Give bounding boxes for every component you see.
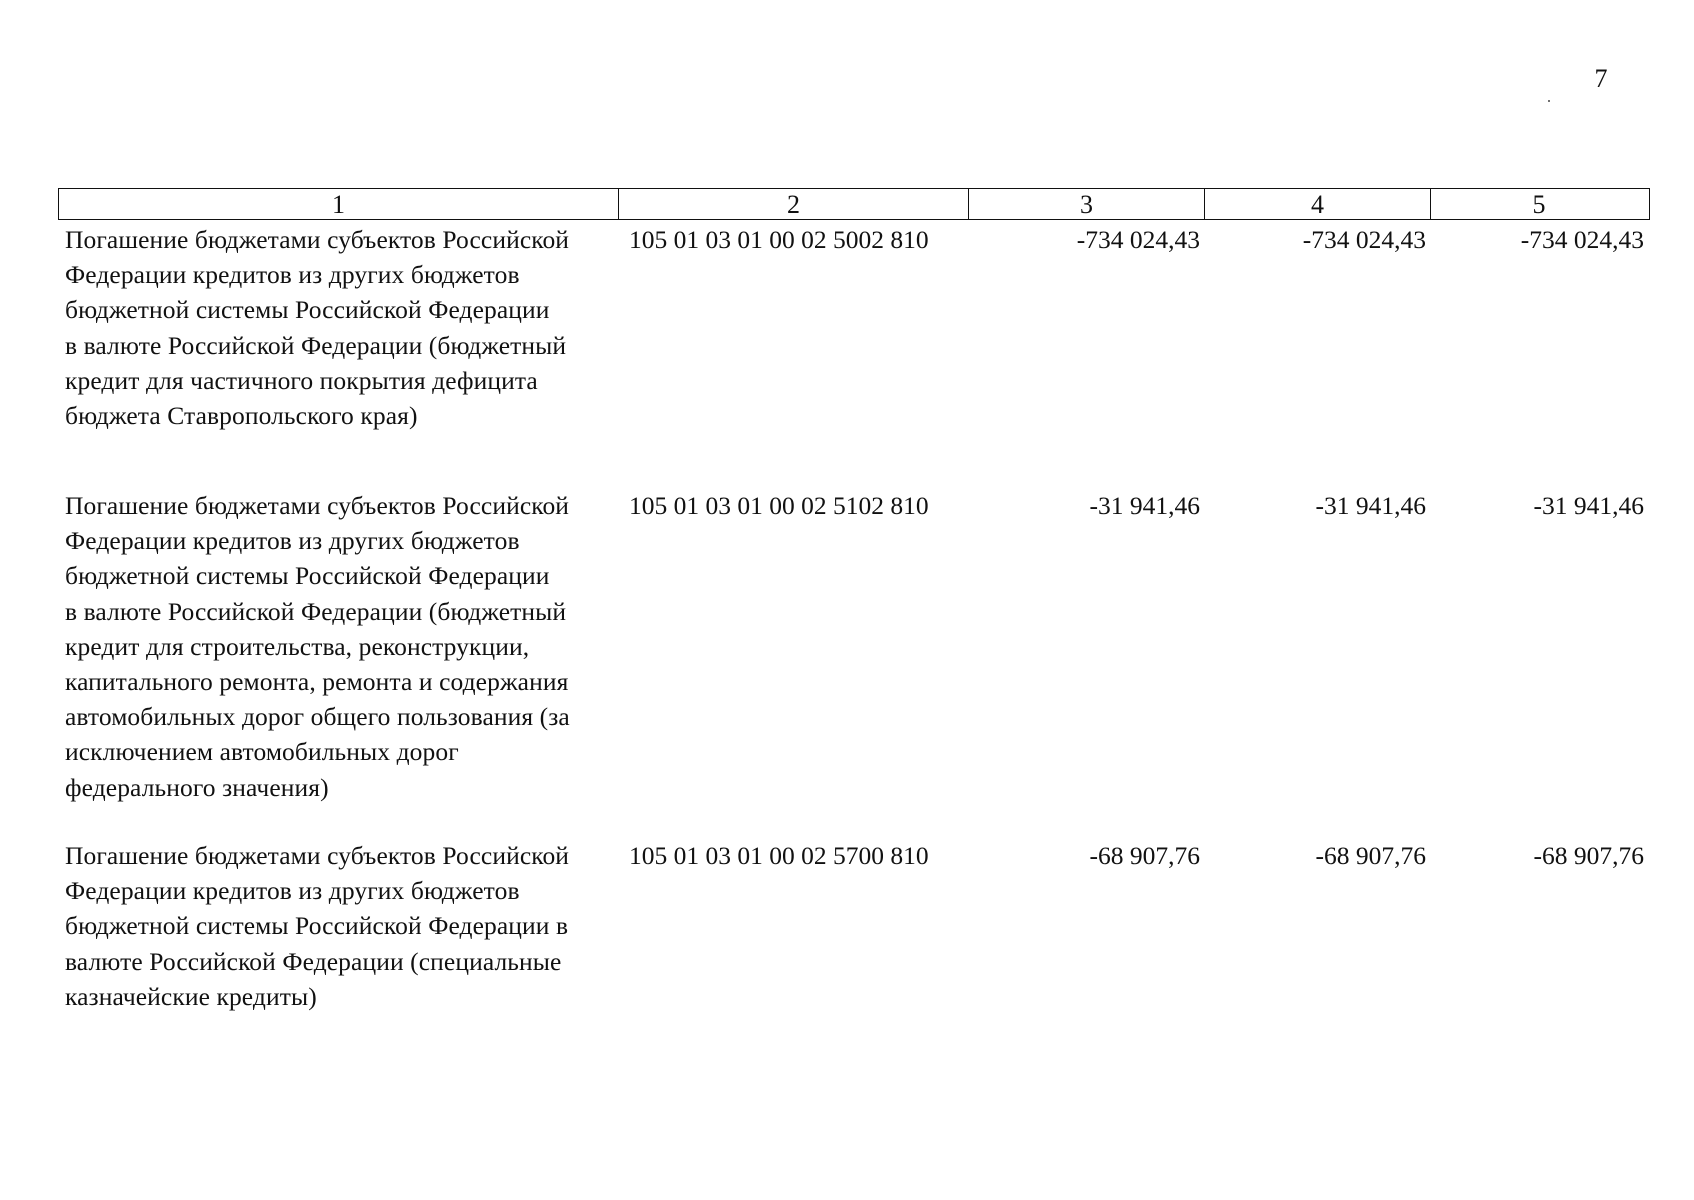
row-code: 105 01 03 01 00 02 5102 810 xyxy=(629,491,929,520)
header-col-5: 5 xyxy=(1532,190,1546,219)
row-description: Погашение бюджетами субъектов Российской Федерации кредитов из других бюджетов бюджетной системы Российской Федерации в валюте Российской Федерации (бюджетный кредит для строительства, реконструкции, капитального ремонта, ремонта и содержания автомобильных дорог общего пользования (за исключением автомобильных дорог федерального значения) xyxy=(65,491,570,802)
row-value-col5: -734 024,43 xyxy=(1520,225,1644,254)
row-value-col5: -31 941,46 xyxy=(1533,491,1644,520)
table-header-row xyxy=(58,188,1650,220)
row-code: 105 01 03 01 00 02 5700 810 xyxy=(629,841,929,870)
header-col-3: 3 xyxy=(969,189,1205,219)
row-description: Погашение бюджетами субъектов Российской Федерации кредитов из других бюджетов бюджетной системы Российской Федерации в валюте Российской Федерации (специальные казначейские кредиты) xyxy=(65,841,570,1011)
scan-speck xyxy=(1548,100,1550,102)
header-col-4: 4 xyxy=(1205,189,1431,219)
row-value-col3: -31 941,46 xyxy=(1089,491,1200,520)
row-value-col5: -68 907,76 xyxy=(1533,841,1644,870)
row-value-col3: -734 024,43 xyxy=(1076,225,1200,254)
row-value-col4: -734 024,43 xyxy=(1302,225,1426,254)
header-col-2: 2 xyxy=(619,189,969,219)
row-value-col4: -68 907,76 xyxy=(1315,841,1426,870)
header-col-1: 1 xyxy=(59,189,619,219)
row-code: 105 01 03 01 00 02 5002 810 xyxy=(629,225,929,254)
page-number: 7 xyxy=(1594,64,1608,93)
row-description: Погашение бюджетами субъектов Российской Федерации кредитов из других бюджетов бюджетной системы Российской Федерации в валюте Российской Федерации (бюджетный кредит для частичного покрытия дефицита бюджета Ставропольского края) xyxy=(65,225,570,431)
row-value-col3: -68 907,76 xyxy=(1089,841,1200,870)
row-value-col4: -31 941,46 xyxy=(1315,491,1426,520)
